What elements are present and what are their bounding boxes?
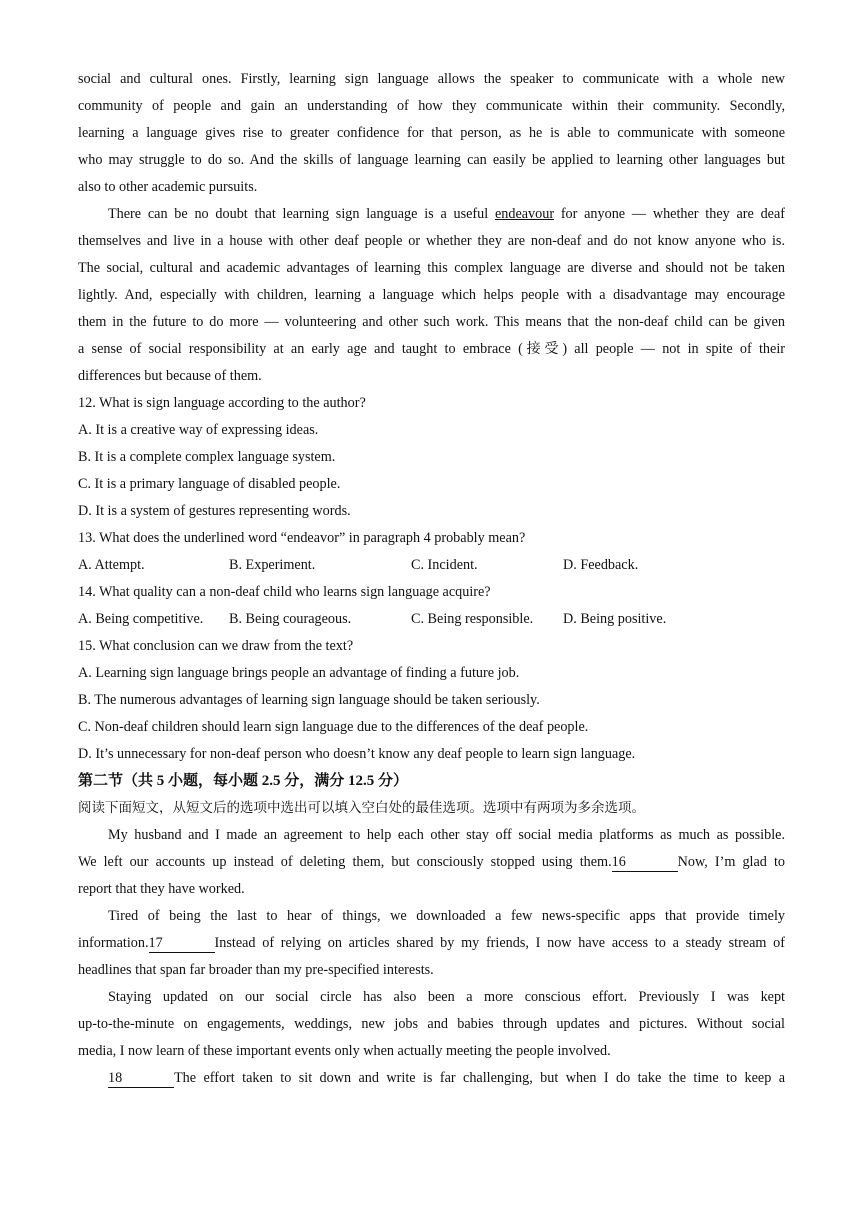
question-14-option-a: A. Being competitive. [78, 611, 204, 627]
question-14-option-b: B. Being courageous. [229, 611, 352, 627]
paragraph-line: a sense of social responsibility at an early age and taught to embrace (接受) all people — not in spite of their [78, 341, 785, 357]
paragraph-line: learning a language gives rise to greater confidence for that person, as he is able to communicate with someone [78, 125, 785, 141]
text-segment: for anyone — whether they are deaf [554, 206, 785, 222]
text-segment: The effort taken to sit down and write is far challenging, but when I do take the time to keep a [174, 1070, 785, 1086]
question-15-option-b: B. The numerous advantages of learning sign language should be taken seriously. [78, 692, 540, 708]
blank-16: 16 [612, 853, 678, 872]
question-15-stem: 15. What conclusion can we draw from the text? [78, 638, 354, 654]
question-15-option-a: A. Learning sign language brings people an advantage of finding a future job. [78, 665, 520, 681]
text-segment: Instead of relying on articles shared by my friends, I now have access to a steady stream of [214, 935, 785, 951]
paragraph-line: differences but because of them. [78, 368, 262, 384]
paragraph-line: media, I now learn of these important events only when actually meeting the people involved. [78, 1043, 611, 1059]
paragraph-line: lightly. And, especially with children, learning a language which helps people with a disadvantage may encourage [78, 287, 785, 303]
question-14-stem: 14. What quality can a non-deaf child who learns sign language acquire? [78, 584, 491, 600]
paragraph-line: Tired of being the last to hear of things, we downloaded a few news-specific apps that provide timely [108, 908, 785, 924]
paragraph-line-with-blank-16 [78, 849, 785, 876]
question-12-option-a: A. It is a creative way of expressing ideas. [78, 422, 319, 438]
paragraph-line: community of people and gain an understanding of how they communicate within their community. Secondly, [78, 98, 785, 114]
question-14-option-d: D. Being positive. [563, 611, 667, 627]
text-segment: Now, I’m glad to [677, 854, 785, 870]
question-14-options [78, 606, 785, 633]
paragraph-line: them in the future to do more — volunteering and other such work. This means that the non-deaf child can be given [78, 314, 785, 330]
question-12-option-c: C. It is a primary language of disabled people. [78, 476, 341, 492]
paragraph-line: Staying updated on our social circle has also been a more conscious effort. Previously I was kept [108, 989, 785, 1005]
paragraph-line: also to other academic pursuits. [78, 179, 258, 195]
section-2-instruction: 阅读下面短文，从短文后的选项中选出可以填入空白处的最佳选项。选项中有两项为多余选项。 [78, 800, 645, 816]
paragraph-line: My husband and I made an agreement to help each other stay off social media platforms as much as possible. [108, 827, 785, 843]
question-15-option-c: C. Non-deaf children should learn sign language due to the differences of the deaf people. [78, 719, 589, 735]
page-content [78, 66, 785, 1092]
paragraph-line: The social, cultural and academic advantages of learning this complex language are diverse and should not be taken [78, 260, 785, 276]
paragraph-line: headlines that span far broader than my pre-specified interests. [78, 962, 434, 978]
question-13-option-c: C. Incident. [411, 557, 478, 573]
paragraph-line-with-blank-17 [78, 930, 785, 957]
question-12-option-d: D. It is a system of gestures representing words. [78, 503, 351, 519]
paragraph-4-line-1 [78, 201, 785, 228]
paragraph-line-with-blank-18 [78, 1065, 785, 1092]
underlined-word-endeavour: endeavour [494, 206, 555, 222]
question-15-option-d: D. It’s unnecessary for non-deaf person who doesn’t know any deaf people to learn sign language. [78, 746, 636, 762]
section-2-heading: 第二节（共 5 小题，每小题 2.5 分，满分 12.5 分） [78, 773, 409, 789]
question-14-option-c: C. Being responsible. [411, 611, 534, 627]
paragraph-line: themselves and live in a house with other deaf people or whether they are non-deaf and do not know anyone who is. [78, 233, 785, 249]
question-13-stem: 13. What does the underlined word “endeavor” in paragraph 4 probably mean? [78, 530, 526, 546]
question-13-options [78, 552, 785, 579]
paragraph-line: report that they have worked. [78, 881, 245, 897]
text-segment: There can be no doubt that learning sign language is a useful [108, 206, 495, 222]
question-12-stem: 12. What is sign language according to the author? [78, 395, 366, 411]
question-13-option-b: B. Experiment. [229, 557, 316, 573]
question-12-option-b: B. It is a complete complex language system. [78, 449, 336, 465]
paragraph-line: up-to-the-minute on engagements, weddings, new jobs and babies through updates and pictures. Without social [78, 1016, 785, 1032]
text-segment: We left our accounts up instead of deleting them, but consciously stopped using them. [78, 854, 612, 870]
text-segment: information. [78, 935, 149, 951]
question-13-option-d: D. Feedback. [563, 557, 639, 573]
paragraph-line: social and cultural ones. Firstly, learning sign language allows the speaker to communicate with a whole new [78, 71, 785, 87]
question-13-option-a: A. Attempt. [78, 557, 145, 573]
paragraph-line: who may struggle to do so. And the skills of language learning can easily be applied to learning other languages but [78, 152, 785, 168]
blank-18: 18 [108, 1069, 174, 1088]
blank-17: 17 [149, 934, 215, 953]
